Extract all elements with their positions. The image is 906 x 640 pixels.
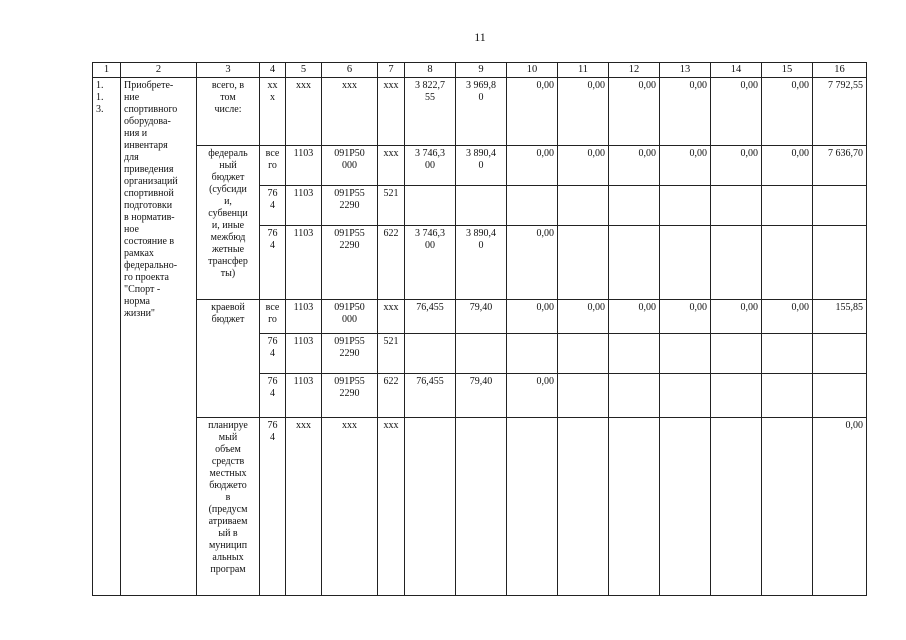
column-header: 14 xyxy=(711,63,762,78)
cell xyxy=(456,186,507,226)
cell: 091Р55 2290 xyxy=(322,374,378,418)
cell: 76,455 xyxy=(405,300,456,334)
cell xyxy=(711,226,762,300)
cell: 3 890,4 0 xyxy=(456,146,507,186)
cell xyxy=(660,186,711,226)
table-row-regional-1 xyxy=(93,300,867,334)
cell xyxy=(609,334,660,374)
cell: ххх xyxy=(378,78,405,146)
cell: 622 xyxy=(378,374,405,418)
cell xyxy=(813,374,867,418)
cell: 0,00 xyxy=(507,374,558,418)
cell: 521 xyxy=(378,186,405,226)
cell xyxy=(762,334,813,374)
cell xyxy=(609,186,660,226)
column-header: 4 xyxy=(260,63,286,78)
cell xyxy=(456,418,507,596)
cell: 0,00 xyxy=(711,300,762,334)
column-header: 15 xyxy=(762,63,813,78)
cell: 76 4 xyxy=(260,374,286,418)
column-header: 16 xyxy=(813,63,867,78)
cell xyxy=(405,186,456,226)
label-total: всего, в том числе: xyxy=(197,78,260,146)
cell: 3 822,7 55 xyxy=(405,78,456,146)
table-row-local xyxy=(93,418,867,596)
column-header: 2 xyxy=(121,63,197,78)
cell: 3 969,8 0 xyxy=(456,78,507,146)
budget-table xyxy=(92,62,867,596)
cell xyxy=(558,374,609,418)
cell: 0,00 xyxy=(813,418,867,596)
column-header: 6 xyxy=(322,63,378,78)
cell: 0,00 xyxy=(660,78,711,146)
cell xyxy=(609,226,660,300)
cell xyxy=(660,374,711,418)
cell: 091Р55 2290 xyxy=(322,186,378,226)
cell: все го xyxy=(260,146,286,186)
cell xyxy=(558,418,609,596)
cell xyxy=(507,186,558,226)
cell xyxy=(813,226,867,300)
cell: 155,85 xyxy=(813,300,867,334)
cell: 7 792,55 xyxy=(813,78,867,146)
cell xyxy=(405,418,456,596)
cell: 3 746,3 00 xyxy=(405,146,456,186)
cell xyxy=(456,334,507,374)
cell: 0,00 xyxy=(660,300,711,334)
column-header: 11 xyxy=(558,63,609,78)
cell xyxy=(660,226,711,300)
cell: 1103 xyxy=(286,146,322,186)
column-header: 7 xyxy=(378,63,405,78)
cell: ххх xyxy=(378,300,405,334)
label-local: планируе мый объем средств местных бюджето в (предусм атриваем ый в муницип альных програм xyxy=(197,418,260,596)
cell xyxy=(762,374,813,418)
cell: 0,00 xyxy=(507,78,558,146)
cell: 0,00 xyxy=(558,300,609,334)
cell xyxy=(609,374,660,418)
cell xyxy=(762,418,813,596)
cell xyxy=(711,374,762,418)
cell xyxy=(660,334,711,374)
cell xyxy=(660,418,711,596)
cell: 0,00 xyxy=(558,146,609,186)
cell: 7 636,70 xyxy=(813,146,867,186)
cell: 0,00 xyxy=(762,300,813,334)
cell: 1103 xyxy=(286,300,322,334)
cell xyxy=(507,334,558,374)
cell: 0,00 xyxy=(711,146,762,186)
cell xyxy=(813,334,867,374)
cell xyxy=(558,334,609,374)
cell: 1103 xyxy=(286,186,322,226)
cell: 0,00 xyxy=(558,78,609,146)
table-row-federal-1 xyxy=(93,146,867,186)
cell: хх х xyxy=(260,78,286,146)
cell: 76 4 xyxy=(260,418,286,596)
column-header: 8 xyxy=(405,63,456,78)
cell: 0,00 xyxy=(762,78,813,146)
cell: 091Р55 2290 xyxy=(322,334,378,374)
cell: ххх xyxy=(286,78,322,146)
row-number: 1. 1. 3. xyxy=(93,78,121,596)
cell: 0,00 xyxy=(711,78,762,146)
cell xyxy=(558,226,609,300)
cell: 3 890,4 0 xyxy=(456,226,507,300)
column-header: 5 xyxy=(286,63,322,78)
cell: 091Р50 000 xyxy=(322,146,378,186)
cell: 622 xyxy=(378,226,405,300)
cell: 76 4 xyxy=(260,226,286,300)
item-name: Приобрете- ние спортивного оборудова- ния и инвентаря для приведения организаций спортивной подготовки в норматив- ное состояние в рамках федерально- го проекта "Спорт - норма жизни" xyxy=(121,78,197,596)
cell: 0,00 xyxy=(507,226,558,300)
cell: 76 4 xyxy=(260,334,286,374)
cell: 091Р50 000 xyxy=(322,300,378,334)
cell: ххх xyxy=(286,418,322,596)
cell: 0,00 xyxy=(507,146,558,186)
column-header: 10 xyxy=(507,63,558,78)
cell xyxy=(711,186,762,226)
cell: 0,00 xyxy=(609,78,660,146)
cell: 521 xyxy=(378,334,405,374)
cell xyxy=(609,418,660,596)
header-row xyxy=(93,63,867,78)
table-row-total xyxy=(93,78,867,146)
label-regional: краевой бюджет xyxy=(197,300,260,418)
cell: 0,00 xyxy=(762,146,813,186)
cell: 79,40 xyxy=(456,374,507,418)
cell xyxy=(762,186,813,226)
cell xyxy=(762,226,813,300)
cell xyxy=(813,186,867,226)
column-header: 1 xyxy=(93,63,121,78)
cell xyxy=(405,334,456,374)
column-header: 13 xyxy=(660,63,711,78)
cell: 1103 xyxy=(286,226,322,300)
cell: 1103 xyxy=(286,334,322,374)
page-number: 11 xyxy=(474,30,486,44)
cell: 3 746,3 00 xyxy=(405,226,456,300)
label-federal: федераль ный бюджет (субсиди и, субвенци и, иные межбюд жетные трансфер ты) xyxy=(197,146,260,300)
cell: 0,00 xyxy=(609,300,660,334)
cell xyxy=(711,334,762,374)
cell: 79,40 xyxy=(456,300,507,334)
cell: 0,00 xyxy=(660,146,711,186)
cell: ххх xyxy=(378,146,405,186)
cell: 76,455 xyxy=(405,374,456,418)
cell: 0,00 xyxy=(609,146,660,186)
cell: все го xyxy=(260,300,286,334)
cell: 76 4 xyxy=(260,186,286,226)
column-header: 12 xyxy=(609,63,660,78)
cell: 0,00 xyxy=(507,300,558,334)
cell xyxy=(558,186,609,226)
cell: 1103 xyxy=(286,374,322,418)
column-header: 3 xyxy=(197,63,260,78)
cell: ххх xyxy=(322,418,378,596)
cell: ххх xyxy=(378,418,405,596)
column-header: 9 xyxy=(456,63,507,78)
cell xyxy=(711,418,762,596)
cell: ххх xyxy=(322,78,378,146)
cell: 091Р55 2290 xyxy=(322,226,378,300)
cell xyxy=(507,418,558,596)
